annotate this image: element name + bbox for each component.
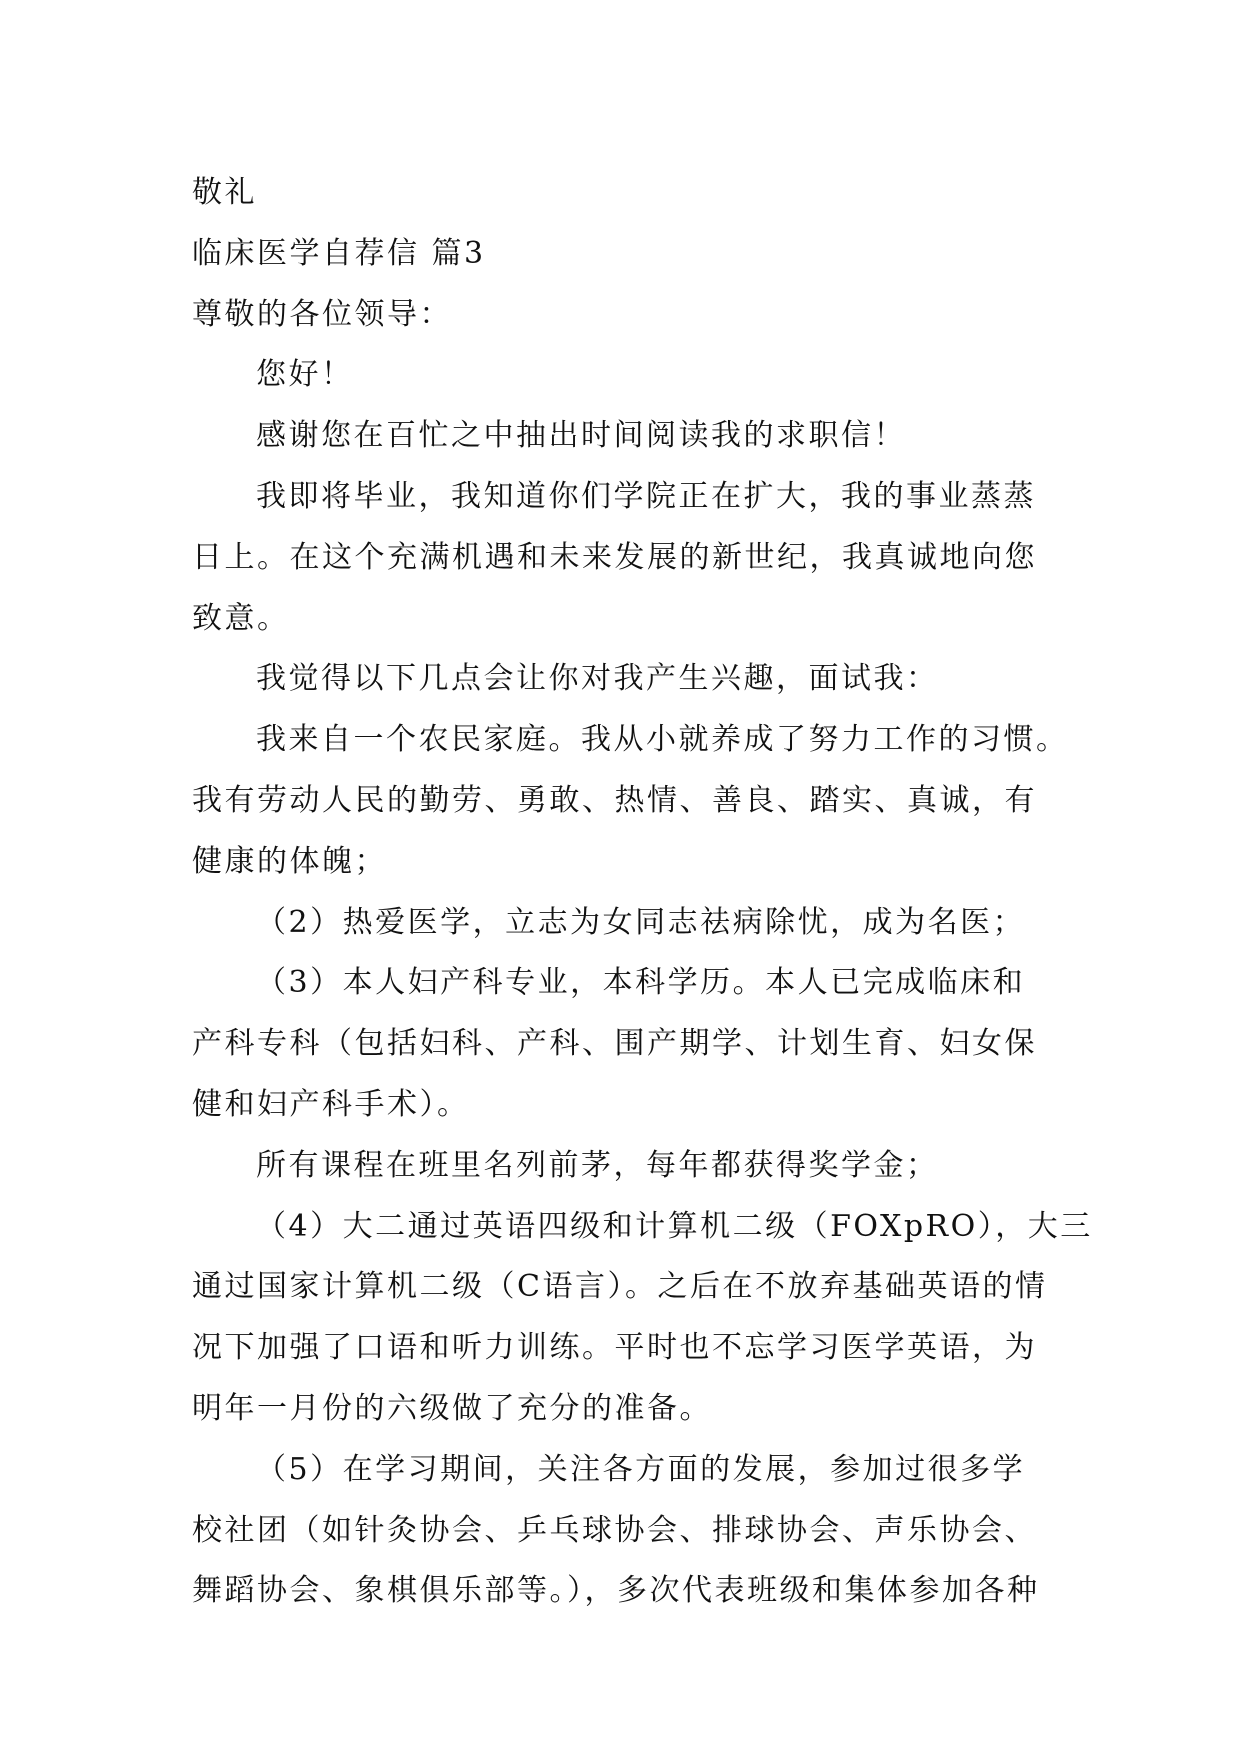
paragraph-line: 产科专科（包括妇科、产科、围产期学、计划生育、妇女保 xyxy=(192,1026,1037,1062)
paragraph-line: 致意。 xyxy=(192,600,290,636)
list-item-line: （4）大二通过英语四级和计算机二级（FOXpRO），大三 xyxy=(256,1208,1093,1244)
paragraph-line: 我觉得以下几点会让你对我产生兴趣，面试我： xyxy=(256,661,939,697)
paragraph-line: 健和妇产科手术）。 xyxy=(192,1086,470,1122)
section-title: 临床医学自荐信 篇3 xyxy=(192,235,486,271)
paragraph-line: 通过国家计算机二级（C语言）。之后在不放弃基础英语的情 xyxy=(192,1269,1048,1305)
paragraph-line: 感谢您在百忙之中抽出时间阅读我的求职信！ xyxy=(256,418,906,454)
greeting-hello: 您好！ xyxy=(256,357,354,393)
paragraph-line: 校社团（如针灸协会、乒乓球协会、排球协会、声乐协会、 xyxy=(192,1512,1037,1548)
paragraph-line: 明年一月份的六级做了充分的准备。 xyxy=(192,1390,712,1426)
closing-salutation: 敬礼 xyxy=(192,175,257,210)
list-item-line: （3）本人妇产科专业，本科学历。本人已完成临床和 xyxy=(256,965,1026,1001)
paragraph-line: 我有劳动人民的勤劳、勇敢、热情、善良、踏实、真诚，有 xyxy=(192,782,1037,818)
paragraph-line: 日上。在这个充满机遇和未来发展的新世纪，我真诚地向您 xyxy=(192,539,1037,575)
letter-body xyxy=(192,163,1093,1622)
list-item-line: （5）在学习期间，关注各方面的发展，参加过很多学 xyxy=(256,1451,1026,1487)
paragraph-line: 我来自一个农民家庭。我从小就养成了努力工作的习惯。 xyxy=(256,722,1069,758)
paragraph-line: 我即将毕业，我知道你们学院正在扩大，我的事业蒸蒸 xyxy=(256,478,1036,514)
paragraph-line: 健康的体魄； xyxy=(192,843,387,879)
paragraph-line: 舞蹈协会、象棋俱乐部等。），多次代表班级和集体参加各种 xyxy=(192,1573,1040,1609)
list-item-line: （2）热爱医学，立志为女同志祛病除忧，成为名医； xyxy=(256,904,1026,940)
paragraph-line: 况下加强了口语和听力训练。平时也不忘学习医学英语，为 xyxy=(192,1330,1037,1366)
paragraph-line: 所有课程在班里名列前茅，每年都获得奖学金； xyxy=(256,1147,939,1183)
greeting-addressee: 尊敬的各位领导： xyxy=(192,296,452,332)
